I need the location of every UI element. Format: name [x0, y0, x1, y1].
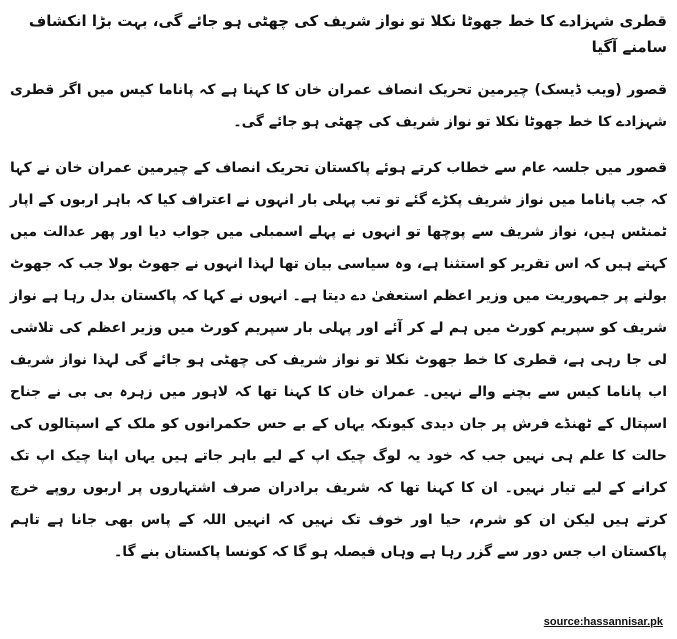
article [10, 8, 667, 628]
article-headline: قطری شہزادے کا خط جھوٹا نکلا تو نواز شریف کی چھٹی ہو جائے گی، بہت بڑا انکشاف سامنے آگیا [28, 12, 667, 56]
article-lead-paragraph: قصور (ویب ڈیسک) چیرمین تحریک انصاف عمران خان کا کہنا ہے کہ پاناما کیس میں اگر قطری شہزادے کا خط جھوٹا نکلا تو نواز شریف کی چھٹی ہو جائے گی۔ [10, 82, 667, 130]
source-link[interactable]: source:hassannisar.pk [543, 616, 663, 628]
article-body-paragraph: قصور میں جلسہ عام سے خطاب کرتے ہوئے پاکستان تحریک انصاف کے چیرمین عمران خان نے کہا کہ جب پاناما میں نواز شریف پکڑے گئے تو تب پہلی بار انہوں نے اعتراف کیا کہ باہر اربوں کے اپار ٹمنٹس ہیں، نواز شریف سے پوچھا تو انہوں نے پہلے اسمبلی میں جواب دیا اور پھر عدالت میں کہتے ہیں کہ اس تقریر کو استثنا ہے، وہ سیاسی بیان تھا لہذا انہوں نے جھوٹ بولا جب کہ جھوٹ بولنے پر جمہوریت میں وزیر اعظم استعفیٰ دے دیتا ہے۔ انہوں نے کہا کہ پاکستان بدل رہا ہے نواز شریف کو سپریم کورٹ میں ہم لے کر آئے اور پہلی بار سپریم کورٹ میں وزیر اعظم کی تلاشی لی جا رہی ہے، قطری کا خط جھوٹ نکلا تو نواز شریف کی چھٹی ہو جائے گی لہذا نواز شریف اب پاناما کیس سے بچنے والے نہیں۔ عمران خان کا کہنا تھا کہ لاہور میں زہرہ بی بی نے جناح اسپتال کے ٹھنڈے فرش پر جان دیدی کیونکہ یہاں کے بے حس حکمرانوں کو ملک کے اسپتالوں کی حالت کا علم ہی نہیں جب کہ خود یہ لوگ چیک اپ کے لیے باہر جاتے ہیں یہاں اپنا چیک اپ تک کرانے کے لیے تیار نہیں۔ ان کا کہنا تھا کہ شریف برادران صرف اشتہاروں پر اربوں روپے خرچ کرتے ہیں لیکن ان کو شرم، حیا اور خوف تک نہیں کہ انہیں اللہ کے پاس بھی جانا ہے تاہم پاکستان اب جس دور سے گزر رہا ہے وہاں فیصلہ ہو گا کہ کونسا پاکستان بنے گا۔ [10, 160, 668, 560]
